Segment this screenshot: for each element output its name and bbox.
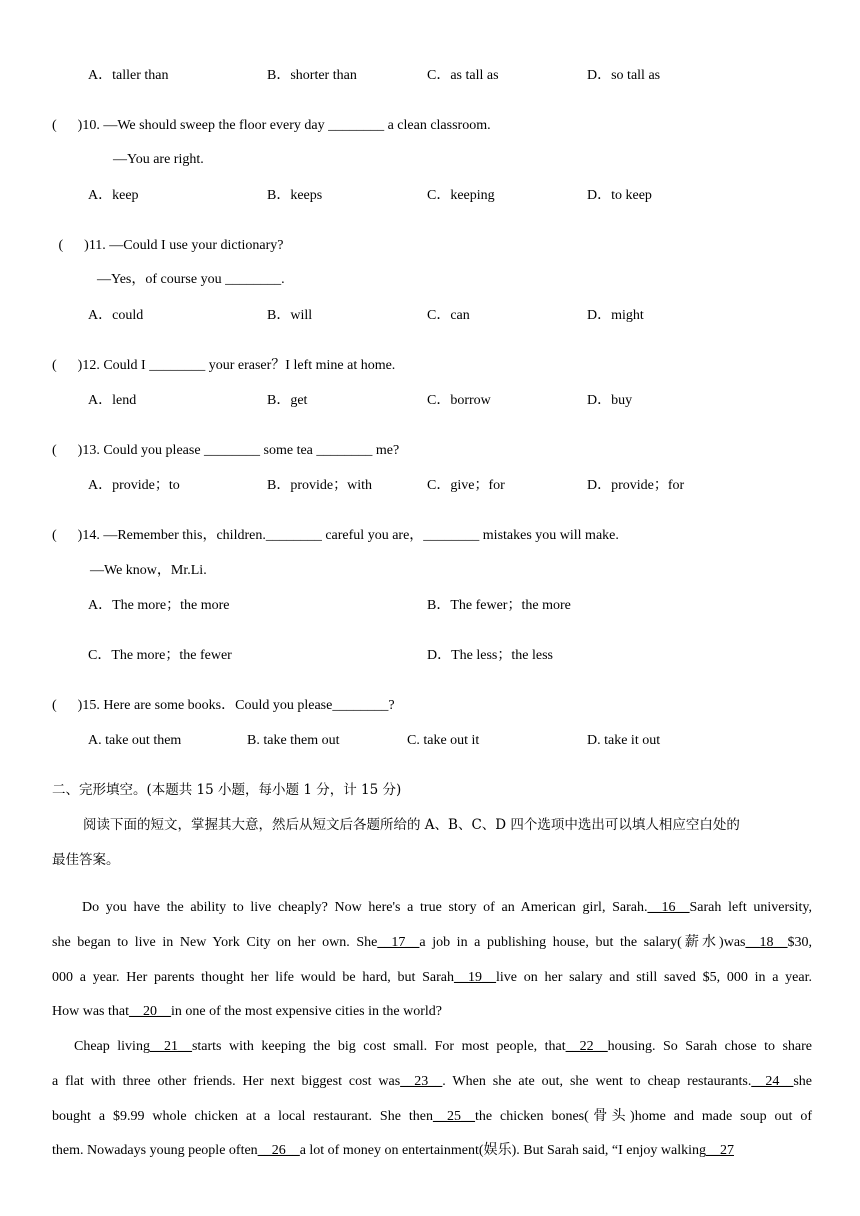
q12-option-a: A．lend <box>88 393 137 408</box>
q11-option-a: A．could <box>88 308 144 323</box>
passage-text: she <box>793 1073 812 1089</box>
q14-reply: —We know，Mr.Li. <box>90 563 207 578</box>
passage-text: a lot of money on entertainment(娱乐). But Sarah said, “I enjoy walking <box>299 1143 706 1159</box>
q14-option-b: B．The fewer；the more <box>427 598 571 613</box>
passage-line <box>52 891 812 926</box>
q11-option-b: B．will <box>267 308 313 323</box>
passage-text: the chicken bones(骨头)home and made soup out of <box>474 1108 812 1124</box>
passage-text: she began to live in New York City on her own. She <box>52 934 378 950</box>
q10-stem: ( )10. —We should sweep the floor every day ________ a clean classroom. <box>52 118 491 133</box>
passage-text: Sarah left university, <box>689 900 812 915</box>
blank-number: __24__ <box>751 1073 794 1089</box>
blank-number: __16__ <box>647 900 690 915</box>
passage-line <box>52 926 812 961</box>
q9-option-a: A．taller than <box>88 68 169 83</box>
q14-option-d: D．The less；the less <box>427 648 553 663</box>
passage-text: $30, <box>787 934 812 950</box>
passage-text: housing. So Sarah chose to share <box>607 1039 812 1054</box>
passage-text: in one of the most expensive cities in the world? <box>171 1004 442 1020</box>
q14-option-a: A．The more；the more <box>88 598 230 613</box>
q14-option-c: C．The more；the fewer <box>88 648 232 663</box>
q10-reply: —You are right. <box>113 152 204 167</box>
passage-text: bought a $9.99 whole chicken at a local restaurant. She then <box>52 1108 433 1124</box>
q11-option-d: D．might <box>587 308 644 323</box>
q12-option-b: B．get <box>267 393 308 408</box>
passage-paragraph-2 <box>52 1030 812 1169</box>
q11-option-c: C．can <box>427 308 470 323</box>
passage-text: . When she ate out, she went to cheap restaurants. <box>442 1073 752 1089</box>
q15-option-d: D. take it out <box>587 733 661 748</box>
passage-text: live on her salary and still saved $5, 000 in a year. <box>496 969 812 985</box>
section-instruction-line-1: 阅读下面的短文，掌握其大意，然后从短文后各题所给的 A、B、C、D 四个选项中选出可以填人相应空白处的 <box>83 817 740 833</box>
q12-stem: ( )12. Could I ________ your eraser？I left mine at home. <box>52 358 396 373</box>
passage-line <box>52 1030 812 1065</box>
section-heading: 二、完形填空。(本题共 15 小题，每小题 1 分，计 15 分) <box>52 782 402 798</box>
blank-number: __25__ <box>432 1108 475 1124</box>
q10-option-a: A．keep <box>88 188 139 203</box>
q10-option-b: B．keeps <box>267 188 323 203</box>
blank-number: __18__ <box>745 934 788 950</box>
passage-text: How was that <box>52 1004 129 1020</box>
q9-option-d: D．so tall as <box>587 68 661 83</box>
section-instruction-line-2: 最佳答案。 <box>52 852 120 868</box>
q11-stem: ( )11. —Could I use your dictionary? <box>55 238 284 253</box>
blank-number: __20__ <box>129 1004 171 1020</box>
passage-text: a flat with three other friends. Her next biggest cost was <box>52 1073 401 1089</box>
q13-stem: ( )13. Could you please ________ some tea ________ me? <box>52 443 400 458</box>
q15-option-c: C. take out it <box>407 733 480 748</box>
passage-line <box>52 1100 812 1135</box>
q10-option-c: C．keeping <box>427 188 495 203</box>
q15-stem: ( )15. Here are some books．Could you please________? <box>52 698 395 713</box>
passage-text: 000 a year. Her parents thought her life would be hard, but Sarah <box>52 969 455 985</box>
q12-option-c: C．borrow <box>427 393 491 408</box>
passage-text: a job in a publishing house, but the salary(薪水)was <box>419 934 746 950</box>
passage-text: starts with keeping the big cost small. For most people, that <box>191 1039 566 1054</box>
blank-number: __21__ <box>149 1039 192 1054</box>
q12-option-d: D．buy <box>587 393 633 408</box>
q14-stem: ( )14. —Remember this，children.________ careful you are，________ mistakes you will make. <box>52 528 619 543</box>
passage-text: them. Nowadays young people often <box>52 1143 258 1159</box>
passage-text: Cheap living <box>74 1039 150 1054</box>
passage-line <box>52 995 812 1030</box>
passage-text: Do you have the ability to live cheaply? Now here's a true story of an American girl, Sarah. <box>82 900 648 915</box>
q9-option-b: B．shorter than <box>267 68 357 83</box>
q9-option-c: C．as tall as <box>427 68 499 83</box>
passage-line <box>52 961 812 996</box>
q15-option-b: B. take them out <box>247 733 340 748</box>
q15-option-a: A. take out them <box>88 733 182 748</box>
passage-line <box>52 1065 812 1100</box>
passage-line <box>52 1134 812 1169</box>
q13-option-b: B．provide；with <box>267 478 372 493</box>
q10-option-d: D．to keep <box>587 188 652 203</box>
passage-paragraph-1 <box>52 891 812 1030</box>
blank-number: __26__ <box>257 1143 300 1159</box>
blank-number: __27 <box>705 1143 734 1159</box>
blank-number: __17__ <box>377 934 420 950</box>
blank-number: __19__ <box>454 969 497 985</box>
blank-number: __23__ <box>400 1073 443 1089</box>
q13-option-d: D．provide；for <box>587 478 685 493</box>
blank-number: __22__ <box>565 1039 608 1054</box>
q11-reply: —Yes，of course you ________. <box>97 272 285 287</box>
q13-option-c: C．give；for <box>427 478 505 493</box>
q13-option-a: A．provide；to <box>88 478 180 493</box>
